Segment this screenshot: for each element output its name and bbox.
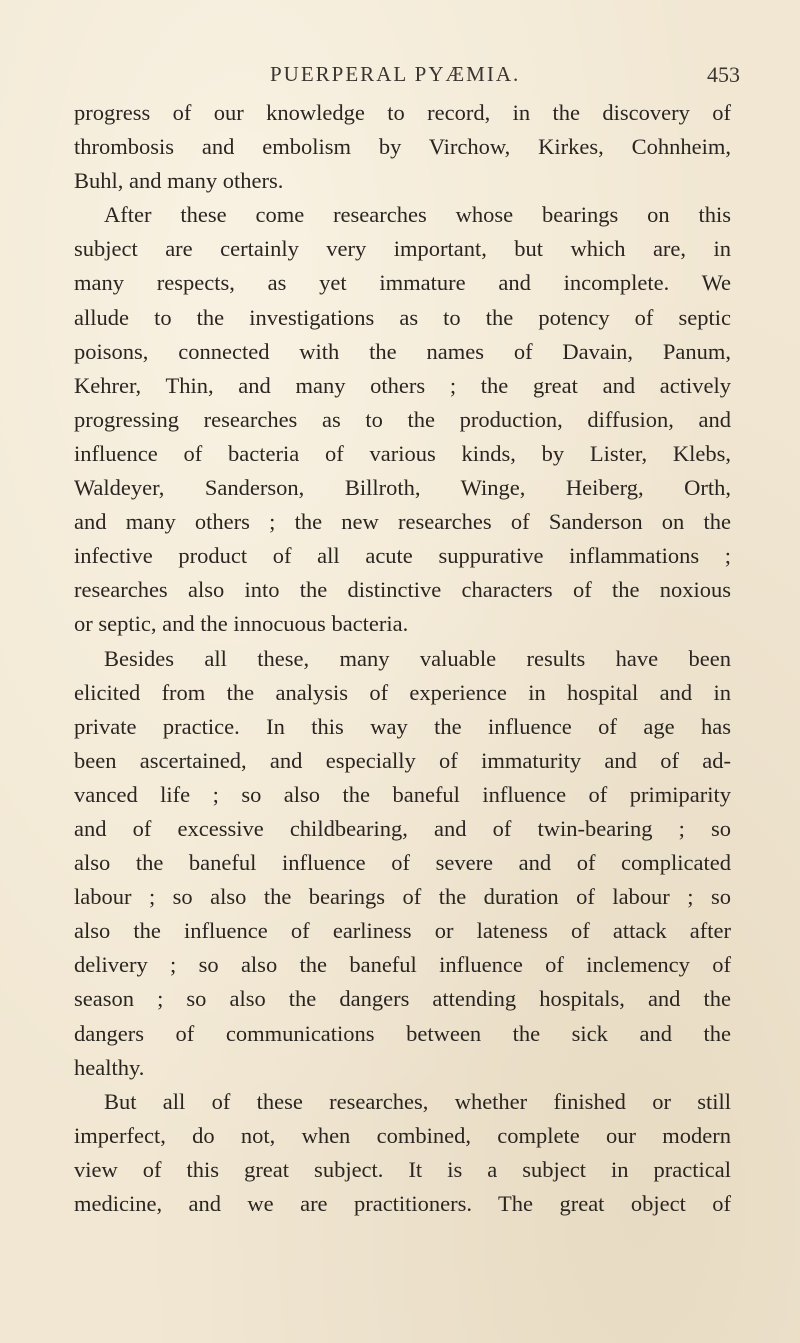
text-line: Kehrer, Thin, and many others ; the great and actively xyxy=(74,372,731,398)
text-line: view of this great subject. It is a subject in practical xyxy=(74,1156,731,1182)
text-line: season ; so also the dangers attending hospitals, and the xyxy=(74,986,731,1012)
text-line: poisons, connected with the names of Davain, Panum, xyxy=(74,338,731,364)
text-line: medicine, and we are practitioners. The great object of xyxy=(74,1191,731,1216)
text-line: Besides all these, many valuable results have been xyxy=(104,645,731,671)
text-line: and many others ; the new researches of Sanderson on the xyxy=(74,509,731,535)
text-line: influence of bacteria of various kinds, by Lister, Klebs, xyxy=(74,440,731,466)
text-line: been ascertained, and especially of immaturity and of ad- xyxy=(74,747,731,773)
text-line: Buhl, and many others. xyxy=(74,168,284,194)
page-header xyxy=(0,62,800,92)
text-line: But all of these researches, whether finished or still xyxy=(104,1088,731,1114)
text-line: infective product of all acute suppurative inflammations ; xyxy=(74,543,731,569)
text-line: thrombosis and embolism by Virchow, Kirkes, Cohnheim, xyxy=(74,134,731,160)
text-line: researches also into the distinctive characters of the noxious xyxy=(74,577,731,603)
text-line: Waldeyer, Sanderson, Billroth, Winge, Heiberg, Orth, xyxy=(74,475,731,501)
text-line: also the influence of earliness or lateness of attack after xyxy=(74,918,731,944)
text-line: elicited from the analysis of experience in hospital and in xyxy=(74,679,731,705)
text-line: vanced life ; so also the baneful influence of primiparity xyxy=(74,781,731,807)
text-line: subject are certainly very important, but which are, in xyxy=(74,236,731,262)
text-line: many respects, as yet immature and incomplete. We xyxy=(74,270,731,296)
text-line: imperfect, do not, when combined, complete our modern xyxy=(74,1122,731,1148)
text-line: After these come researches whose bearings on this xyxy=(104,202,731,228)
text-line: or septic, and the innocuous bacteria. xyxy=(74,611,409,637)
body-text xyxy=(74,96,731,1221)
text-line: delivery ; so also the baneful influence of inclemency of xyxy=(74,952,731,978)
text-line: private practice. In this way the influence of age has xyxy=(74,713,731,739)
running-title: PUERPERAL PYÆMIA. xyxy=(270,62,521,86)
text-line: and of excessive childbearing, and of twin-bearing ; so xyxy=(74,815,731,841)
text-line: healthy. xyxy=(74,1054,145,1080)
text-line: labour ; so also the bearings of the duration of labour ; so xyxy=(74,884,731,910)
text-line: progress of our knowledge to record, in the discovery of xyxy=(74,100,731,125)
text-line: also the baneful influence of severe and of complicated xyxy=(74,850,731,876)
text-line: allude to the investigations as to the potency of septic xyxy=(74,304,731,330)
page-number: 453 xyxy=(707,62,740,87)
text-line: dangers of communications between the sick and the xyxy=(74,1020,731,1046)
text-line: progressing researches as to the production, diffusion, and xyxy=(74,406,731,432)
